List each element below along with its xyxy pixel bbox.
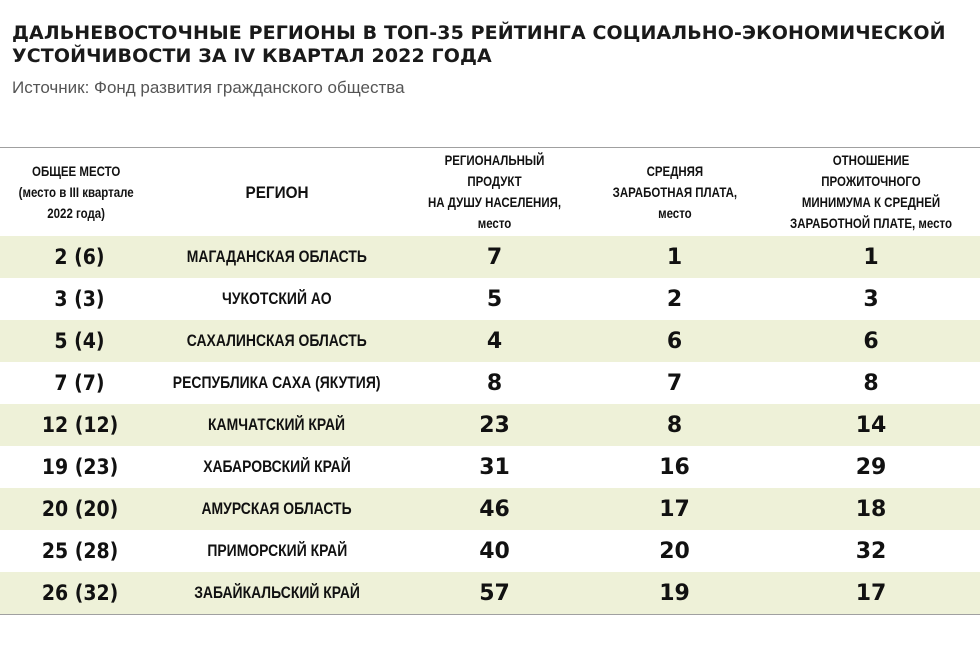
overall-place: 7 (7): [54, 371, 105, 395]
grp-per-capita-rank: 31: [479, 454, 510, 480]
overall-place: 25 (28): [41, 539, 118, 563]
subsistence-ratio-rank: 32: [855, 538, 887, 564]
grp-per-capita-rank-cell: [402, 488, 587, 530]
header-average-salary: [587, 148, 762, 236]
header-line: место: [477, 215, 512, 231]
average-salary-rank: 8: [666, 412, 683, 438]
header-line: ОТНОШЕНИЕ ПРОЖИТОЧНОГО: [821, 152, 921, 189]
average-salary-rank: 7: [666, 370, 683, 396]
average-salary-rank: 19: [659, 580, 690, 606]
region-name: САХАЛИНСКАЯ ОБЛАСТЬ: [186, 331, 367, 350]
subsistence-ratio-rank: 3: [863, 286, 879, 312]
header-line: РЕГИОН: [245, 182, 309, 202]
average-salary-rank-cell: [587, 236, 762, 278]
grp-per-capita-rank-cell: [402, 236, 587, 278]
subsistence-ratio-rank-cell: [762, 488, 980, 530]
region-name-cell: [152, 404, 402, 446]
average-salary-rank: 20: [659, 538, 690, 564]
region-name: КАМЧАТСКИЙ КРАЙ: [208, 415, 346, 434]
grp-per-capita-rank-cell: [402, 572, 587, 614]
subsistence-ratio-rank-cell: [762, 572, 980, 614]
region-name-cell: [152, 446, 402, 488]
average-salary-rank-cell: [587, 278, 762, 320]
header-line: РЕГИОНАЛЬНЫЙ ПРОДУКТ: [444, 152, 545, 189]
table-row: [0, 488, 980, 530]
source-note: Источник: Фонд развития гражданского общества: [12, 78, 405, 97]
subsistence-ratio-rank: 8: [863, 370, 879, 396]
subsistence-ratio-rank: 29: [855, 454, 887, 480]
overall-place-cell: [0, 530, 152, 572]
table-row: [0, 446, 980, 488]
table-row: [0, 362, 980, 404]
overall-place-cell: [0, 404, 152, 446]
table-header: [0, 148, 980, 236]
region-name: ЧУКОТСКИЙ АО: [222, 289, 332, 308]
header-overall-place: [0, 148, 152, 236]
subsistence-ratio-rank-cell: [762, 446, 980, 488]
overall-place: 3 (3): [54, 287, 105, 311]
average-salary-rank: 1: [666, 244, 683, 270]
subsistence-ratio-rank: 14: [855, 412, 887, 438]
rating-table: [0, 147, 980, 615]
grp-per-capita-rank: 40: [479, 538, 510, 564]
subsistence-ratio-rank: 18: [855, 496, 887, 522]
grp-per-capita-rank: 4: [486, 328, 503, 354]
header-line: ОБЩЕЕ МЕСТО: [31, 162, 121, 179]
subsistence-ratio-rank: 17: [855, 580, 887, 606]
table-row: [0, 278, 980, 320]
overall-place-cell: [0, 278, 152, 320]
header-average-salary-text: [612, 161, 736, 224]
grp-per-capita-rank-cell: [402, 320, 587, 362]
grp-per-capita-rank-cell: [402, 530, 587, 572]
region-name: ПРИМОРСКИЙ КРАЙ: [207, 541, 347, 560]
header-line: МИНИМУМА К СРЕДНЕЙ: [801, 194, 941, 210]
region-name: АМУРСКАЯ ОБЛАСТЬ: [201, 499, 353, 518]
header-line: СРЕДНЯЯ: [646, 162, 703, 179]
average-salary-rank-cell: [587, 320, 762, 362]
overall-place: 26 (32): [41, 581, 118, 605]
table-row: [0, 572, 980, 614]
subsistence-ratio-rank-cell: [762, 362, 980, 404]
region-name-cell: [152, 320, 402, 362]
header-overall-place-text: [18, 161, 133, 224]
table-row: [0, 236, 980, 278]
subsistence-ratio-rank-cell: [762, 404, 980, 446]
subsistence-ratio-rank-cell: [762, 236, 980, 278]
subsistence-ratio-rank-cell: [762, 320, 980, 362]
subsistence-ratio-rank-cell: [762, 278, 980, 320]
page-title: ДАЛЬНЕВОСТОЧНЫЕ РЕГИОНЫ В ТОП-35 РЕЙТИНГА СОЦИАЛЬНО-ЭКОНОМИЧЕСКОЙ УСТОЙЧИВОСТИ ЗА IV КВАРТАЛ 2022 ГОДА: [12, 22, 946, 67]
average-salary-rank-cell: [587, 572, 762, 614]
average-salary-rank: 2: [666, 286, 683, 312]
subsistence-ratio-rank: 6: [863, 328, 879, 354]
region-name-cell: [152, 236, 402, 278]
grp-per-capita-rank-cell: [402, 278, 587, 320]
grp-per-capita-rank: 57: [479, 580, 510, 606]
grp-per-capita-rank: 8: [486, 370, 503, 396]
header-grp-per-capita-text: [419, 150, 571, 234]
average-salary-rank: 17: [659, 496, 690, 522]
subsistence-ratio-rank: 1: [863, 244, 879, 270]
region-name-cell: [152, 488, 402, 530]
header-region: [152, 148, 402, 236]
average-salary-rank: 6: [666, 328, 683, 354]
average-salary-rank-cell: [587, 446, 762, 488]
average-salary-rank-cell: [587, 530, 762, 572]
table-row: [0, 320, 980, 362]
grp-per-capita-rank-cell: [402, 404, 587, 446]
overall-place: 2 (6): [54, 245, 105, 269]
header-line: ЗАРАБОТНАЯ ПЛАТА,: [612, 183, 737, 200]
header-line: 2022 года): [47, 204, 105, 221]
overall-place-cell: [0, 362, 152, 404]
header-line: ЗАРАБОТНОЙ ПЛАТЕ, место: [790, 215, 952, 231]
average-salary-rank: 16: [659, 454, 690, 480]
region-name-cell: [152, 530, 402, 572]
average-salary-rank-cell: [587, 404, 762, 446]
average-salary-rank-cell: [587, 488, 762, 530]
grp-per-capita-rank-cell: [402, 362, 587, 404]
grp-per-capita-rank: 23: [479, 412, 510, 438]
grp-per-capita-rank: 5: [486, 286, 503, 312]
region-name: ХАБАРОВСКИЙ КРАЙ: [203, 457, 351, 476]
grp-per-capita-rank: 7: [486, 244, 503, 270]
header-subsistence-ratio: [762, 148, 980, 236]
overall-place-cell: [0, 488, 152, 530]
overall-place: 20 (20): [41, 497, 118, 521]
region-name: ЗАБАЙКАЛЬСКИЙ КРАЙ: [194, 583, 360, 602]
overall-place: 12 (12): [41, 413, 118, 437]
region-name: РЕСПУБЛИКА САХА (ЯКУТИЯ): [173, 373, 381, 392]
region-name-cell: [152, 278, 402, 320]
overall-place-cell: [0, 236, 152, 278]
overall-place-cell: [0, 446, 152, 488]
header-line: НА ДУШУ НАСЕЛЕНИЯ,: [427, 194, 562, 210]
table-row: [0, 530, 980, 572]
grp-per-capita-rank: 46: [479, 496, 510, 522]
table-row: [0, 404, 980, 446]
subsistence-ratio-rank-cell: [762, 530, 980, 572]
region-name-cell: [152, 362, 402, 404]
header-line: место: [657, 204, 692, 221]
overall-place: 19 (23): [41, 455, 118, 479]
overall-place: 5 (4): [54, 329, 105, 353]
overall-place-cell: [0, 572, 152, 614]
grp-per-capita-rank-cell: [402, 446, 587, 488]
region-name: МАГАДАНСКАЯ ОБЛАСТЬ: [186, 247, 368, 266]
average-salary-rank-cell: [587, 362, 762, 404]
header-grp-per-capita: [402, 148, 587, 236]
region-name-cell: [152, 572, 402, 614]
overall-place-cell: [0, 320, 152, 362]
header-subsistence-ratio-text: [782, 150, 961, 234]
header-line: (место в III квартале: [18, 183, 134, 200]
